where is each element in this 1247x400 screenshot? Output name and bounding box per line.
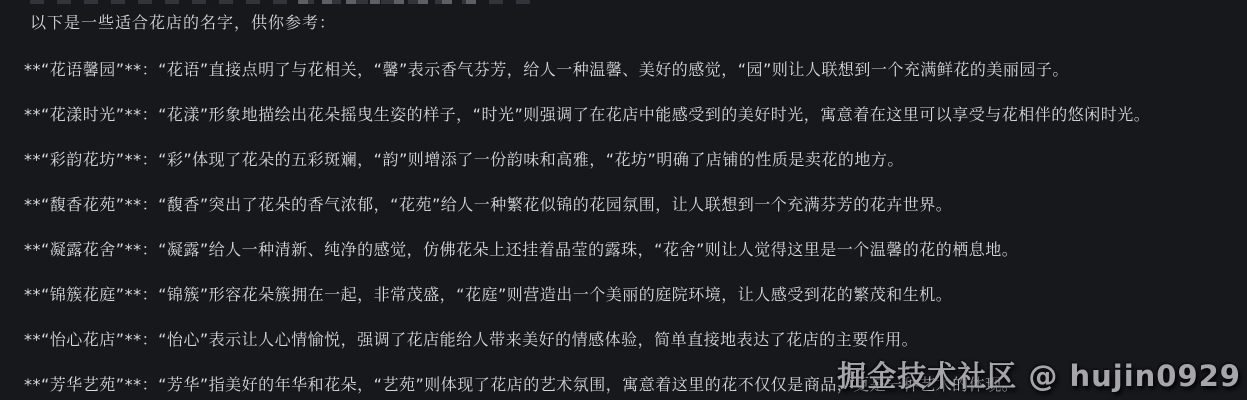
- suggestion-line-2: **“花漾时光”**：“花漾”形象地描绘出花朵摇曳生姿的样子，“时光”则强调了在花店中能感受到的美好时光，寓意着在这里可以享受与花相伴的悠闲时光。: [24, 105, 1151, 124]
- suggestion-line-1: **“花语馨园”**：“花语”直接点明了与花相关，“馨”表示香气芬芳，给人一种温馨、美好的感觉，“园”则让人联想到一个充满鲜花的美丽园子。: [24, 60, 1069, 79]
- watermark: 掘金技术社区 @ hujin0929: [837, 359, 1241, 393]
- suggestion-line-6: **“锦簇花庭”**：“锦簇”形容花朵簇拥在一起，非常茂盛，“花庭”则营造出一个美丽的庭院环境，让人感受到花的繁茂和生机。: [24, 285, 953, 304]
- suggestion-line-5: **“凝露花舍”**：“凝露”给人一种清新、纯净的感觉，仿佛花朵上还挂着晶莹的露珠，“花舍”则让人觉得这里是一个温馨的花的栖息地。: [24, 240, 1019, 259]
- clipped-text-fragment-light: [298, 0, 488, 4]
- intro-line: 以下是一些适合花店的名字，供你参考：: [30, 13, 337, 32]
- clipped-previous-line: [30, 0, 530, 4]
- suggestion-line-3: **“彩韵花坊”**：“彩”体现了花朵的五彩斑斓，“韵”则增添了一份韵味和高雅，“花坊”明确了店铺的性质是卖花的地方。: [24, 150, 904, 169]
- suggestion-line-8: **“芳华艺苑”**：“芳华”指美好的年华和花朵，“艺苑”则体现了花店的艺术氛围，寓意着这里的花不仅仅是商品，更是一种艺术的体现。: [24, 375, 1019, 394]
- suggestion-line-7: **“怡心花店”**：“怡心”表示让人心情愉悦，强调了花店能给人带来美好的情感体验，简单直接地表达了花店的主要作用。: [24, 330, 919, 349]
- suggestion-line-4: **“馥香花苑”**：“馥香”突出了花朵的香气浓郁，“花苑”给人一种繁花似锦的花园氛围，让人联想到一个充满芬芳的花卉世界。: [24, 195, 953, 214]
- suggestion-list: [24, 59, 1247, 400]
